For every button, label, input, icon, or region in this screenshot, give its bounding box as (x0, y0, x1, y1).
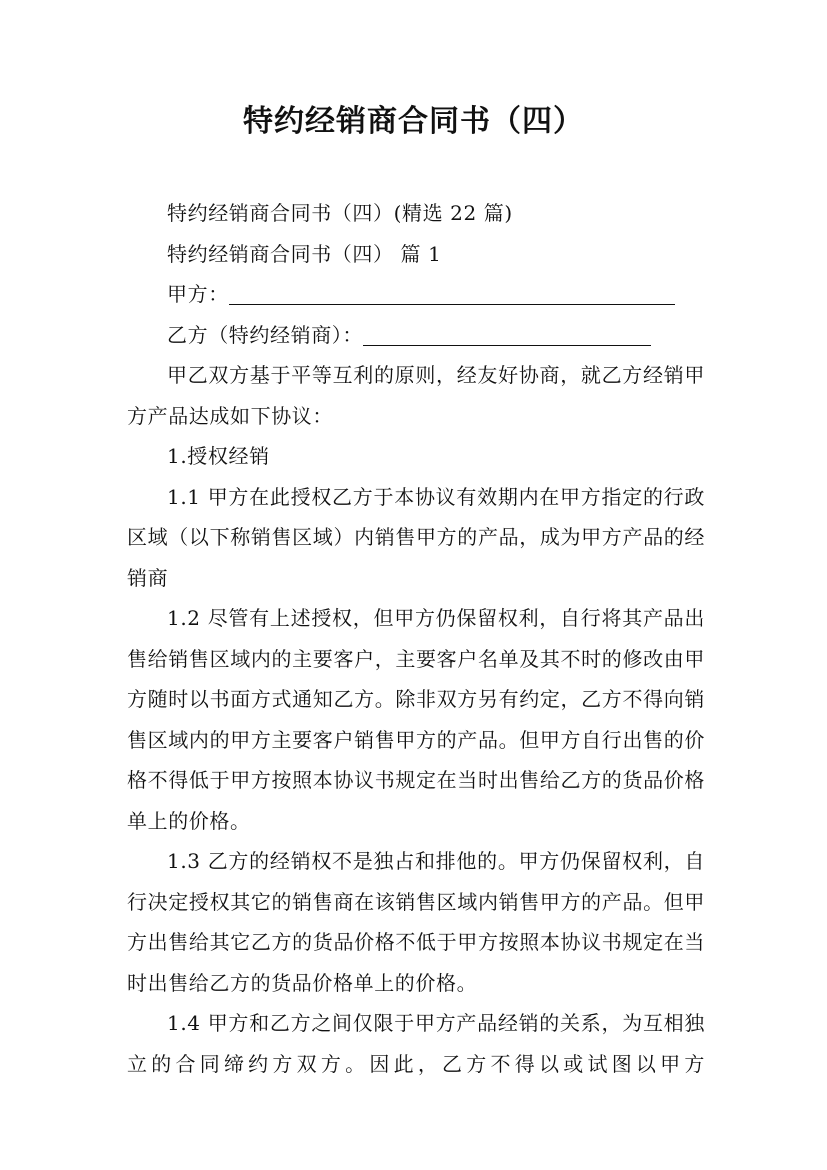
party-b-label: 乙方（特约经销商）： (167, 322, 363, 347)
party-a-line (127, 274, 705, 315)
clause-1-4: 1.4 甲方和乙方之间仅限于甲方产品经销的关系，为互相独立的合同缔约方双方。因此，乙方不得以或试图以甲方 (127, 1011, 705, 1076)
clause-1-2: 1.2 尽管有上述授权，但甲方仍保留权利，自行将其产品出售给销售区域内的主要客户，主要客户名单及其不时的修改由甲方随时以书面方式通知乙方。除非双方另有约定，乙方不得向销售区域内的甲方主要客户销售甲方的产品。但甲方自行出售的价格不得低于甲方按照本协议书规定在当时出售给乙方的货品价格单上的价格。 (127, 606, 705, 833)
party-b-line (127, 315, 705, 356)
clause-1-3: 1.3 乙方的经销权不是独占和排他的。甲方仍保留权利，自行决定授权其它的销售商在该销售区域内销售甲方的产品。但甲方出售给其它乙方的货品价格不低于甲方按照本协议书规定在当时出售给乙方的货品价格单上的价格。 (127, 849, 705, 995)
document-title: 特约经销商合同书（四） (243, 104, 584, 139)
paragraph-section-heading: 特约经销商合同书（四） 篇 1 (167, 241, 442, 266)
party-b-blank (363, 323, 651, 346)
party-a-label: 甲方： (167, 282, 229, 306)
clause-heading-1: 1.授权经销 (167, 444, 270, 468)
paragraph-preamble: 甲乙双方基于平等互利的原则，经友好协商，就乙方经销甲方产品达成如下协议： (127, 363, 705, 428)
paragraph-subtitle: 特约经销商合同书（四）(精选 22 篇) (167, 201, 513, 225)
document-body (127, 193, 705, 1084)
party-a-blank (229, 282, 675, 305)
clause-1-1: 1.1 甲方在此授权乙方于本协议有效期内在甲方指定的行政区域（以下称销售区域）内销售甲方的产品，成为甲方产品的经销商 (127, 484, 705, 590)
